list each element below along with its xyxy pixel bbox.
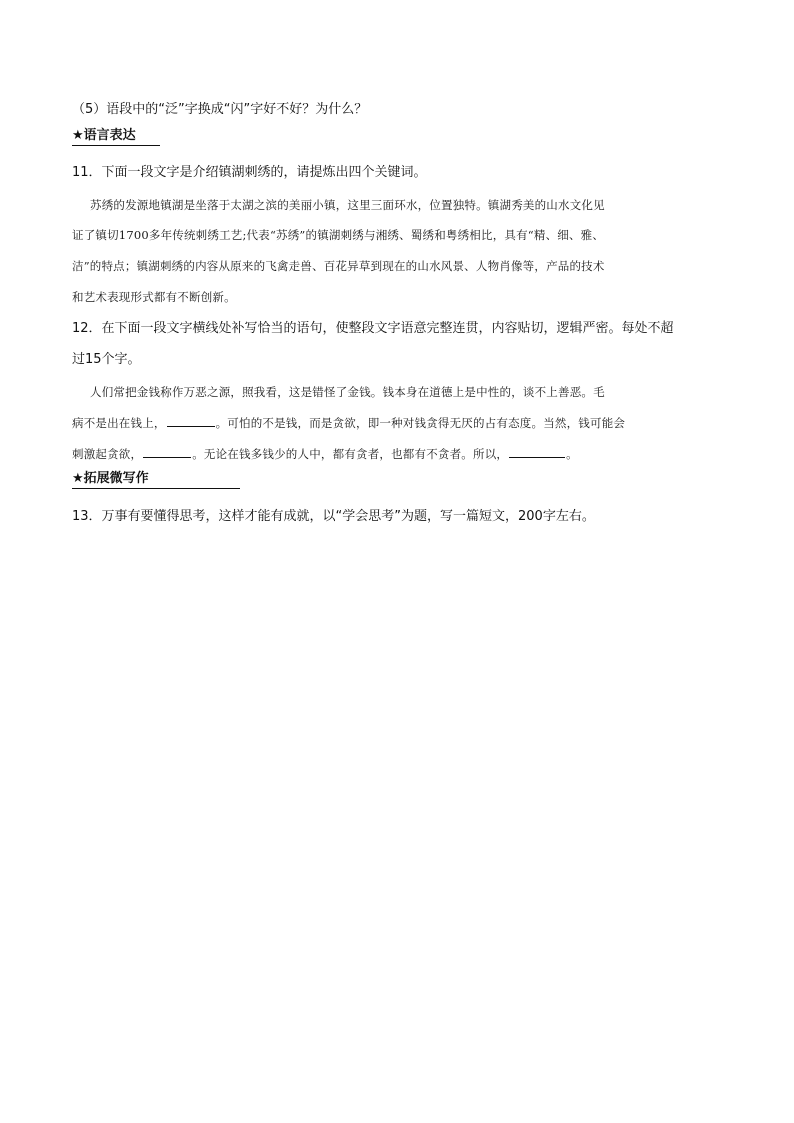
question-12-prompt-line-1: 12．在下面一段文字横线处补写恰当的语句，使整段文字语意完整连贯，内容贴切，逻辑严密。每处不超 — [72, 321, 674, 336]
question-12-passage-line-3 — [72, 445, 578, 462]
passage-text: 。无论在钱多钱少的人中，都有贪者，也都有不贪者。所以， — [192, 447, 509, 461]
passage-text: 刺激起贪欲， — [72, 447, 143, 461]
passage-text: 。 — [566, 447, 578, 461]
question-11-passage-line-3: 洁”的特点；镇湖刺绣的内容从原来的飞禽走兽、百花异草到现在的山水风景、人物肖像等，产品的技术 — [72, 259, 605, 273]
section-heading-language-expression: ★语言表达 — [72, 128, 160, 146]
answer-blank-2[interactable] — [143, 445, 191, 458]
question-11-passage-line-2: 证了镇切1700多年传统刺绣工艺;代表“苏绣”的镇湖刺绣与湘绣、蜀绣和粤绣相比，具有“精、细、雅、 — [72, 228, 605, 242]
question-11-passage-line-4: 和艺术表现形式都有不断创新。 — [72, 290, 236, 304]
question-12-prompt-line-2: 过15个字。 — [72, 352, 141, 367]
question-13-prompt: 13．万事有要懂得思考，这样才能有成就，以“学会思考”为题，写一篇短文，200字左右。 — [72, 509, 595, 524]
question-12-passage-line-2 — [72, 414, 625, 431]
answer-blank-1[interactable] — [167, 414, 215, 427]
answer-blank-3[interactable] — [509, 445, 565, 458]
question-10-sub-5: （5）语段中的“泛”字换成“闪”字好不好？为什么？ — [72, 102, 368, 117]
question-11-prompt: 11．下面一段文字是介绍镇湖刺绣的，请提炼出四个关键词。 — [72, 165, 427, 180]
question-12-passage-line-1: 人们常把金钱称作万恶之源，照我看，这是错怪了金钱。钱本身在道德上是中性的，谈不上善恶。毛 — [90, 385, 605, 399]
passage-text: 。可怕的不是钱，而是贪欲，即一种对钱贪得无厌的占有态度。当然，钱可能会 — [215, 416, 626, 430]
question-11-passage-line-1: 苏绣的发源地镇湖是坐落于太湖之滨的美丽小镇，这里三面环水，位置独特。镇湖秀美的山水文化见 — [90, 198, 605, 212]
section-heading-extension-writing: ★拓展微写作 — [72, 471, 240, 489]
passage-text: 病不是出在钱上， — [72, 416, 166, 430]
